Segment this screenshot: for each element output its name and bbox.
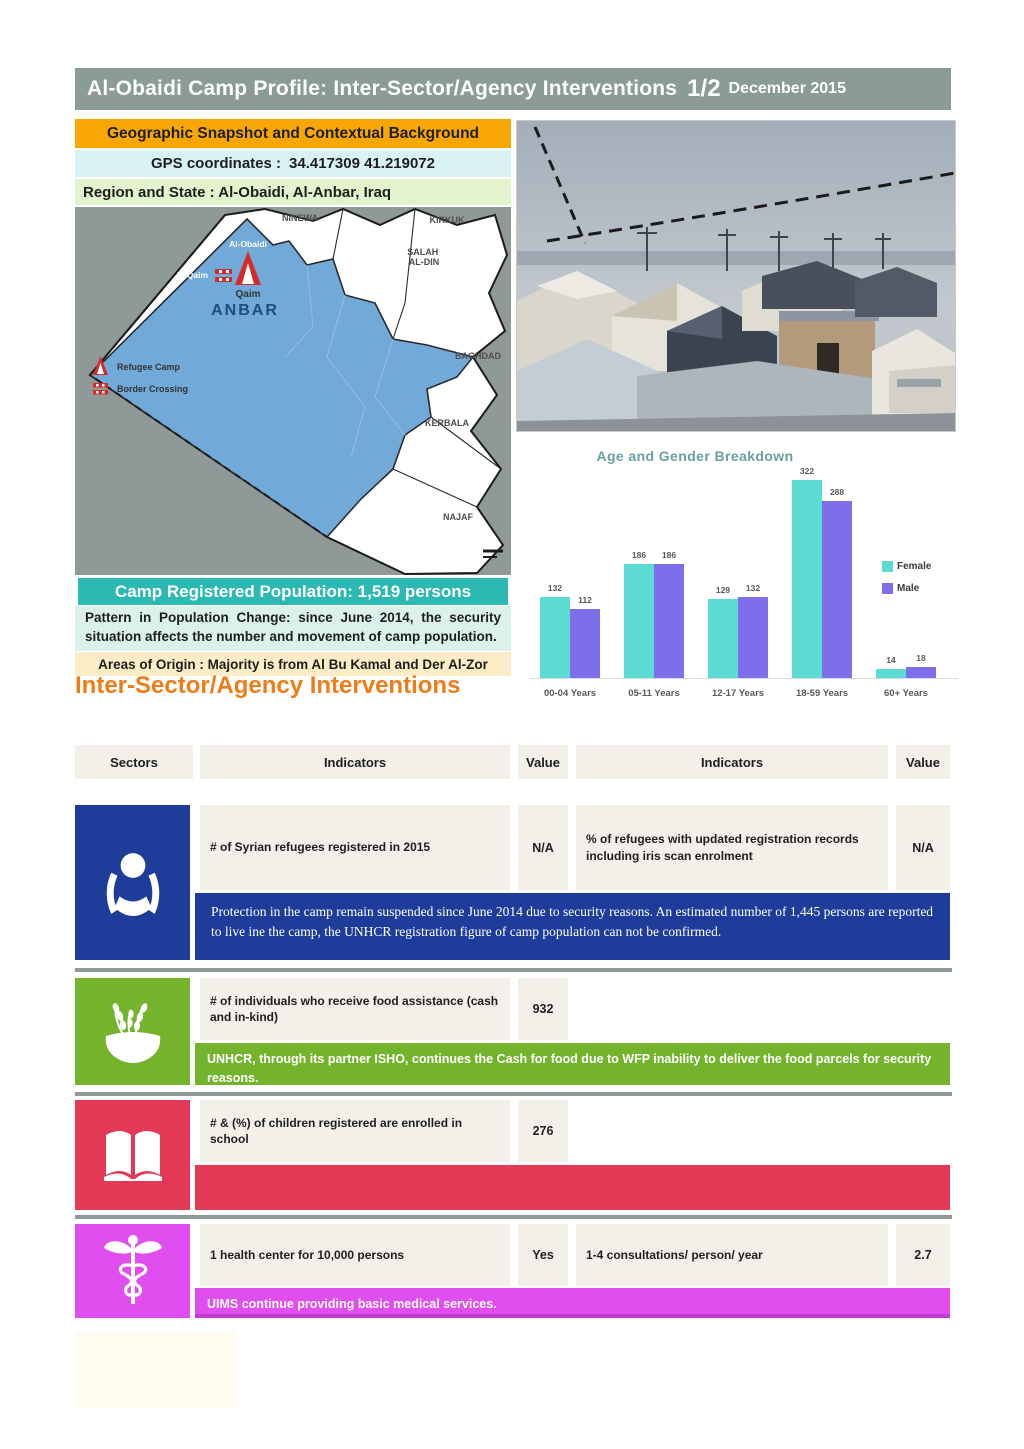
bar-male-05-11 Years [654, 550, 684, 678]
page-number: 1/2 [687, 75, 721, 102]
indicator-text: 1 health center for 10,000 persons [200, 1224, 510, 1286]
camp-photo-art [517, 121, 955, 431]
indicator-text: # of individuals who receive food assistance (cash and in-kind) [200, 978, 510, 1040]
legend-item-female [882, 561, 931, 572]
health-note: UIMS continue providing basic medical services. [195, 1288, 950, 1318]
bar-male-12-17 Years [738, 583, 768, 678]
interventions-heading: Inter-Sector/Agency Interventions [75, 672, 461, 699]
bar-value-label: 186 [631, 550, 647, 560]
bar-male-18-59 Years [822, 487, 852, 678]
gps-label: GPS coordinates : [150, 155, 282, 172]
header-sectors: Sectors [75, 745, 193, 779]
indicator-value: 2.7 [896, 1224, 950, 1286]
bar-value-label: 112 [578, 595, 592, 605]
camp-photo [516, 120, 956, 432]
category-label: 18-59 Years [795, 688, 849, 699]
indicator-value: N/A [518, 805, 568, 890]
page-title: Al-Obaidi Camp Profile: Inter-Sector/Agency Interventions [87, 77, 678, 100]
map-legend-crossing-label: Border Crossing [117, 384, 189, 394]
category-label: 12-17 Years [711, 688, 765, 699]
region-state: Region and State : Al-Obaidi, Al-Anbar, Iraq [75, 179, 511, 205]
sector-protection-cell [75, 805, 190, 960]
map-label-ninewa: NINEWA [282, 213, 318, 223]
bar-value-label: 132 [745, 583, 761, 593]
row-separator [75, 968, 952, 972]
chart-axis-line [530, 678, 958, 679]
bar-female-05-11 Years [624, 550, 654, 678]
bar-group-12-17 Years [708, 583, 768, 699]
page-date: December 2015 [728, 80, 846, 97]
category-label: 60+ Years [884, 688, 928, 699]
row-separator [75, 1092, 952, 1096]
indicator-value: 932 [518, 978, 568, 1040]
indicator-text: # of Syrian refugees registered in 2015 [200, 805, 510, 890]
page-title-bar [75, 68, 951, 110]
bar-female-00-04 Years [540, 583, 570, 678]
male-swatch-icon [882, 583, 893, 594]
sector-food-cell [75, 978, 190, 1085]
protection-note: Protection in the camp remain suspended since June 2014 due to security reasons. An estimated number of 1,445 persons are reported to live ine the camp, the UNHCR registration figure of camp population can not be confirmed. [195, 893, 950, 960]
legend-male-label: Male [897, 583, 920, 594]
population-pattern: Pattern in Population Change: since June 2014, the security situation affects the number and movement of camp population. [75, 606, 511, 651]
bar-group-05-11 Years [624, 550, 684, 699]
map-label-kirkuk: KIRKUK [429, 215, 465, 225]
map-legend-camp-label: Refugee Camp [117, 362, 181, 372]
map-label-crossing: Al-Qaim [175, 270, 208, 280]
map-label-najaf: NAJAF [442, 512, 474, 522]
chart-title: Age and Gender Breakdown [596, 448, 794, 464]
geo-section-title: Geographic Snapshot and Contextual Background [75, 119, 511, 148]
indicator-value: N/A [896, 805, 950, 890]
indicator-value: 276 [518, 1100, 568, 1162]
indicator-text: # & (%) of children registered are enrolled in school [200, 1100, 510, 1162]
header-indicators-1: Indicators [200, 745, 510, 779]
map-label-baghdad: BAGHDAD [455, 351, 501, 361]
female-swatch-icon [882, 561, 893, 572]
population-bar: Camp Registered Population: 1,519 persons [78, 578, 508, 605]
bar-female-12-17 Years [708, 585, 738, 678]
next-sector-cell-partial [75, 1332, 235, 1408]
header-indicators-2: Indicators [576, 745, 888, 779]
legend-female-label: Female [897, 561, 932, 572]
header-value-2: Value [896, 745, 950, 779]
category-label: 00-04 Years [543, 688, 597, 699]
indicator-value: Yes [518, 1224, 568, 1286]
map-label-salah: SALAH AL-DIN [407, 247, 440, 267]
sector-health-cell [75, 1224, 190, 1318]
bar-group-60+ Years [876, 653, 936, 699]
chart-legend [882, 561, 931, 594]
bar-value-label: 18 [916, 653, 926, 663]
sector-education-cell [75, 1100, 190, 1210]
bar-group-18-59 Years [792, 466, 852, 699]
open-book-icon [100, 1127, 166, 1183]
indicator-text: % of refugees with updated registration records including iris scan enrolment [576, 805, 888, 890]
map-label-anbar: ANBAR [211, 302, 279, 319]
bar-group-00-04 Years [540, 583, 600, 699]
bar-value-label: 132 [547, 583, 563, 593]
map-label-camp: Al-Obaidi [229, 239, 267, 249]
border-crossing-icon [93, 383, 108, 395]
bar-value-label: 288 [829, 487, 845, 497]
bar-value-label: 186 [661, 550, 677, 560]
bar-male-00-04 Years [570, 595, 600, 678]
bar-value-label: 129 [715, 585, 731, 595]
gps-value: 34.417309 41.219072 [289, 155, 435, 172]
food-bowl-icon [98, 1000, 168, 1064]
gps-coordinates [75, 150, 511, 177]
indicator-text: 1-4 consultations/ person/ year [576, 1224, 888, 1286]
anbar-map [75, 207, 511, 575]
bar-female-60+ Years [876, 655, 906, 678]
header-value-1: Value [518, 745, 568, 779]
age-gender-chart [520, 445, 970, 717]
caduceus-icon [102, 1232, 164, 1310]
bar-value-label: 14 [886, 655, 896, 665]
row-separator [75, 1215, 952, 1219]
bar-female-18-59 Years [792, 466, 822, 678]
protection-hands-icon [102, 848, 164, 918]
food-note: UNHCR, through its partner ISHO, continues the Cash for food due to WFP inability to deliver the food parcels for security reasons. [195, 1043, 950, 1085]
legend-item-male [882, 583, 931, 594]
education-note [195, 1165, 950, 1210]
bar-value-label: 322 [799, 466, 815, 476]
map-svg [75, 207, 511, 575]
map-label-qaim: Qaim [235, 289, 261, 300]
bar-male-60+ Years [906, 653, 936, 678]
category-label: 05-11 Years [628, 688, 680, 699]
areas-of-origin: Areas of Origin : Majority is from Al Bu Kamal and Der Al-Zor [75, 652, 511, 676]
map-label-kerbala: KERBALA [425, 418, 469, 428]
